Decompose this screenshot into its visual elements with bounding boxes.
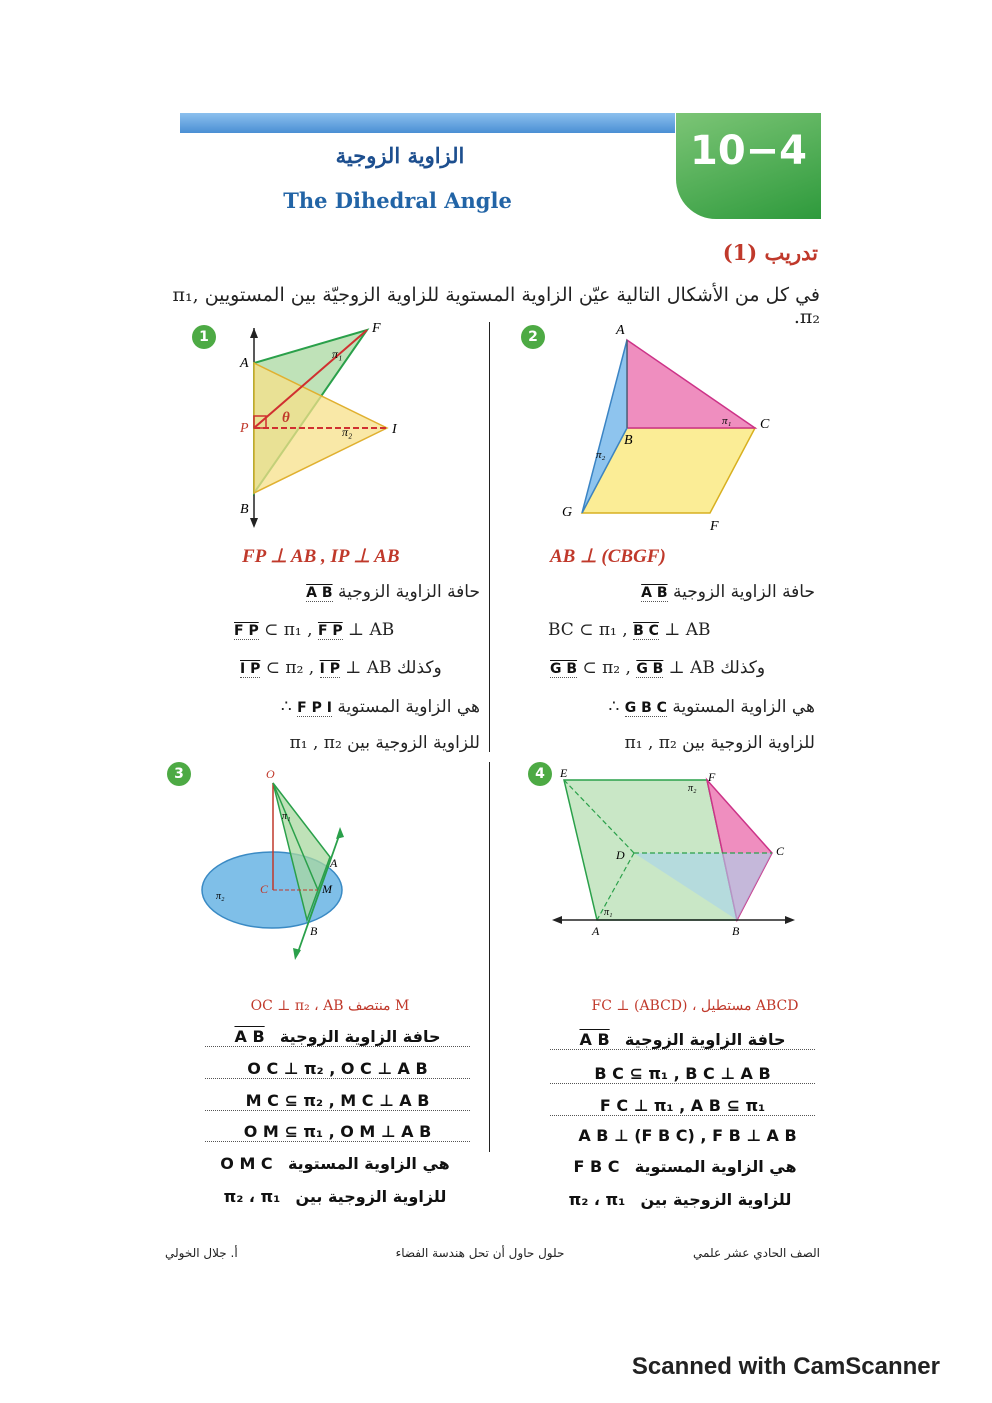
label-b: B xyxy=(310,924,318,938)
fig2-line2-tail: ⊥ AB xyxy=(664,620,711,640)
column-divider-top xyxy=(489,322,490,752)
plane-pi1 xyxy=(627,340,755,428)
footer-center: حلول حاول أن تحل هندسة الفضاء xyxy=(395,1246,565,1260)
fig4-line4: A B ⊥ (F B C) , F B ⊥ A B xyxy=(578,1126,797,1145)
label-i: I xyxy=(392,422,397,437)
label-c: C xyxy=(260,882,269,896)
arrow-up xyxy=(250,328,258,338)
label-b: B xyxy=(624,433,633,448)
fig2-line2 xyxy=(548,620,818,640)
label-a: A xyxy=(240,356,249,371)
fig4-answer-line xyxy=(550,1157,820,1176)
figure-3-diagram xyxy=(200,765,360,960)
label-c: C xyxy=(760,417,770,432)
label-f: F xyxy=(710,519,719,533)
figure-2-number: 2 xyxy=(521,325,545,349)
fig4-final-text: للزاوية الزوجية بين xyxy=(640,1190,792,1209)
fig3-final-line xyxy=(200,1187,470,1206)
fig4-given: FC ⊥ (ABCD) ، مستطيل ABCD xyxy=(591,998,799,1014)
fig3-answer-text: هي الزاوية المستوية xyxy=(287,1154,450,1173)
fig1-line4-text: هي الزاوية المستوية xyxy=(337,697,480,717)
fig3-line2: O C ⊥ π₂ , O C ⊥ A B xyxy=(205,1059,470,1079)
fig3-edge-answer: A B xyxy=(234,1027,265,1046)
fig2-line5: للزاوية الزوجية بين π₁ , π₂ xyxy=(624,733,815,753)
label-o: O xyxy=(266,767,275,781)
arrow-right xyxy=(785,916,795,924)
fig4-final-planes: π₂ ، π₁ xyxy=(568,1190,626,1209)
fig3-line3: M C ⊆ π₂ , M C ⊥ A B xyxy=(205,1091,470,1111)
fig1-line3-sub: ⊂ π₂ , xyxy=(265,658,315,678)
figure-4-diagram xyxy=(552,765,802,945)
fig4-answer-text: هي الزاوية المستوية xyxy=(634,1157,797,1176)
fig2-line3-tail: ⊥ AB xyxy=(668,658,715,678)
fig1-line3-prefix: وكذلك xyxy=(396,658,442,678)
fig1-line2-tail: ⊥ AB xyxy=(348,620,395,640)
fig1-line4 xyxy=(240,697,480,717)
fig2-line3-ans1: G B xyxy=(550,661,578,677)
fig3-edge-text: حافة الزاوية الزوجية xyxy=(279,1027,441,1046)
fig3-given: OC ⊥ π₂ ، AB منتصف M xyxy=(250,998,410,1014)
fig2-line4 xyxy=(545,697,815,717)
exercise-instruction: في كل من الأشكال التالية عيّن الزاوية المستوية للزاوية الزوجيّة بين المستويين π₁, π₂. xyxy=(172,284,820,328)
fig1-edge-line xyxy=(240,582,480,602)
fig2-given: AB ⊥ (CBGF) xyxy=(550,546,666,567)
figure-1-number: 1 xyxy=(192,325,216,349)
fig1-therefore: ∴ xyxy=(280,697,292,717)
label-pi1: π₁ xyxy=(332,347,343,361)
fig2-edge-answer: A B xyxy=(641,585,668,601)
fig3-line4: O M ⊆ π₁ , O M ⊥ A B xyxy=(205,1122,470,1142)
column-divider-bottom xyxy=(489,762,490,1152)
exercise-label: تدريب (1) xyxy=(722,240,818,265)
fig3-answer-angle: O M C xyxy=(220,1154,273,1173)
fig1-line3-ans2: I P xyxy=(319,661,340,677)
label-pi2: π₂ xyxy=(596,449,606,461)
label-e: E xyxy=(560,766,568,780)
fig2-line4-answer: G B C xyxy=(624,700,667,716)
label-g: G xyxy=(562,505,573,520)
fig4-answer-angle: F B C xyxy=(573,1157,620,1176)
fig1-edge-text: حافة الزاوية الزوجية xyxy=(337,582,480,602)
fig1-edge-answer: A B xyxy=(306,585,333,601)
footer-left: أ. جلال الخولي xyxy=(165,1246,238,1260)
label-a: A xyxy=(330,856,338,870)
label-a: A xyxy=(592,924,600,938)
fig1-line2-sub: ⊂ π₁ , xyxy=(264,620,313,640)
figure-2-diagram xyxy=(550,318,790,533)
fig1-line3-ans1: I P xyxy=(240,661,261,677)
fig2-line2-ans: B C xyxy=(633,623,659,639)
fig2-line4-text: هي الزاوية المستوية xyxy=(672,697,815,717)
label-d: D xyxy=(616,848,625,862)
fig3-final-planes: π₂ ، π₁ xyxy=(223,1187,281,1206)
fig3-edge-line xyxy=(205,1027,470,1047)
fig4-line3: F C ⊥ π₁ , A B ⊆ π₁ xyxy=(550,1096,815,1116)
figure-4-number: 4 xyxy=(528,762,552,786)
fig2-edge-text: حافة الزاوية الزوجية xyxy=(672,582,815,602)
fig2-therefore: ∴ xyxy=(608,697,620,717)
fig1-line5: للزاوية الزوجية بين π₁ , π₂ xyxy=(289,733,480,753)
header-bar xyxy=(180,113,675,133)
arrow-left xyxy=(552,916,562,924)
label-f: F xyxy=(372,321,381,336)
fig2-edge-line xyxy=(545,582,815,602)
label-m: M xyxy=(322,882,332,896)
lesson-number: 10−4 xyxy=(689,128,807,174)
label-a: A xyxy=(616,323,625,338)
fig4-final-line xyxy=(545,1190,815,1209)
label-pi2: π₂ xyxy=(688,783,697,794)
scanner-watermark: Scanned with CamScanner xyxy=(631,1353,940,1380)
fig4-edge-answer: A B xyxy=(579,1030,610,1049)
fig1-line3-tail: ⊥ AB xyxy=(345,658,392,678)
arrow-ab-top xyxy=(336,827,344,839)
fig2-line3-sub: ⊂ π₂ , xyxy=(582,658,631,678)
label-pi1: π₁ xyxy=(282,811,291,822)
fig1-given: FP ⊥ AB , IP ⊥ AB xyxy=(242,546,400,567)
label-pi1: π₁ xyxy=(604,907,613,918)
fig4-edge-text: حافة الزاوية الزوجية xyxy=(624,1030,786,1049)
fig4-line2: B C ⊆ π₁ , B C ⊥ A B xyxy=(550,1064,815,1084)
fig1-line4-answer: F P I xyxy=(297,700,332,716)
fig4-edge-line xyxy=(550,1030,815,1050)
fig2-line3 xyxy=(550,658,820,678)
fig1-line2-ans1: F P xyxy=(234,623,259,639)
title-english: The Dihedral Angle xyxy=(283,188,512,213)
label-c: C xyxy=(776,844,785,858)
fig2-line3-ans2: G B xyxy=(636,661,664,677)
figure-3-number: 3 xyxy=(167,762,191,786)
fig3-answer-line xyxy=(200,1154,470,1173)
label-p: P xyxy=(240,421,249,436)
label-b: B xyxy=(732,924,740,938)
fig1-line3 xyxy=(240,658,485,678)
fig2-line3-prefix: وكذلك xyxy=(720,658,766,678)
figure-1-diagram xyxy=(232,318,412,533)
title-arabic: الزاوية الزوجية xyxy=(335,143,465,168)
label-pi2: π₂ xyxy=(216,891,225,902)
footer-right: الصف الحادي عشر علمي xyxy=(693,1246,820,1260)
fig3-final-text: للزاوية الزوجية بين xyxy=(295,1187,447,1206)
arrow-down xyxy=(250,518,258,528)
label-pi1: π₁ xyxy=(722,415,732,427)
label-theta: θ xyxy=(282,410,290,426)
label-f: F xyxy=(708,770,716,784)
fig2-line2-lead: BC ⊂ π₁ , xyxy=(548,620,628,640)
label-b: B xyxy=(240,502,249,517)
arrow-ab-bottom xyxy=(293,948,301,960)
fig1-line2 xyxy=(234,620,484,640)
fig1-line2-ans2: F P xyxy=(317,623,343,639)
label-pi2: π₂ xyxy=(342,425,353,439)
